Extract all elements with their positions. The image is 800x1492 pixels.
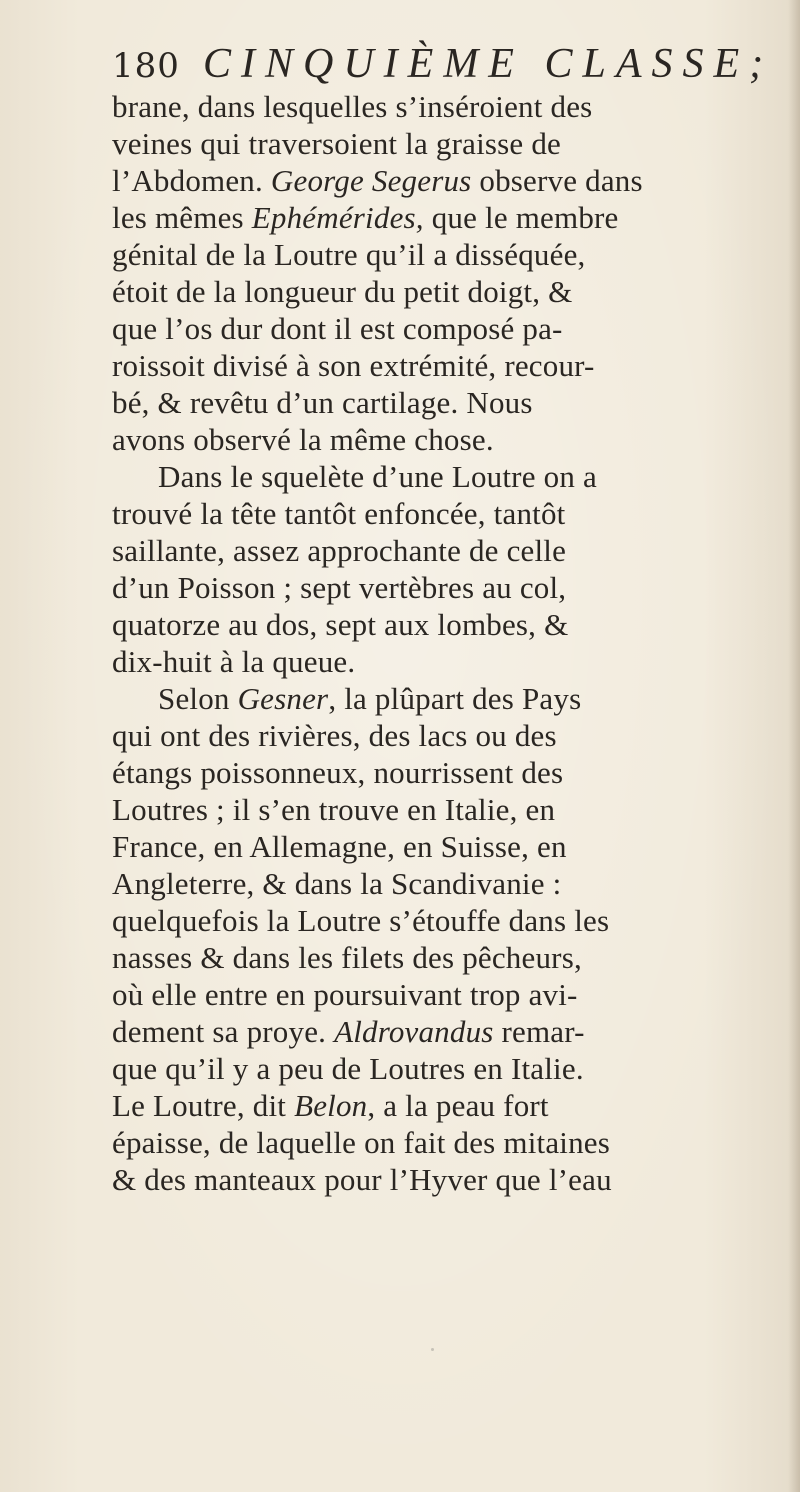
page-number: 180: [112, 46, 180, 86]
text-line: & des manteaux pour l’Hyver que l’eau: [112, 1162, 612, 1197]
text-line: Angleterre, & dans la Scandivanie :: [112, 866, 562, 901]
text-line: trouvé la tête tantôt enfoncée, tantôt: [112, 496, 566, 531]
text-line: épaisse, de laquelle on fait des mitaines: [112, 1125, 611, 1160]
text-line: bé, & revêtu d’un cartilage. Nous: [112, 385, 533, 420]
text-line: dix-huit à la queue.: [112, 644, 356, 679]
text-fragment: , la plûpart des Pays: [328, 681, 582, 716]
text-line: que l’os dur dont il est composé pa-: [112, 311, 563, 346]
author-name-aldrovandus: Aldrovandus: [334, 1014, 494, 1049]
text-line: que qu’il y a peu de Loutres en Italie.: [112, 1051, 584, 1086]
paper-speck: [431, 1348, 434, 1351]
text-fragment: , a la peau fort: [367, 1088, 549, 1123]
work-title-ephemerides: Ephémérides,: [251, 200, 424, 235]
text-line: nasses & dans les filets des pêcheurs,: [112, 940, 582, 975]
text-line: quelquefois la Loutre s’étouffe dans les: [112, 903, 610, 938]
running-head-title: CINQUIÈME CLASSE;: [203, 41, 774, 87]
text-line: où elle entre en poursuivant trop avi-: [112, 977, 578, 1012]
text-fragment: dement sa proye.: [112, 1014, 327, 1049]
text-line: avons observé la même chose.: [112, 422, 494, 457]
text-line: brane, dans lesquelles s’inséroient des: [112, 89, 593, 124]
text-line: [112, 1013, 732, 1050]
text-fragment: remar-: [501, 1014, 585, 1049]
text-line: France, en Allemagne, en Suisse, en: [112, 829, 567, 864]
text-line: veines qui traversoient la graisse de: [112, 126, 561, 161]
text-line: roissoit divisé à son extrémité, recour-: [112, 348, 595, 383]
text-line: d’un Poisson ; sept vertèbres au col,: [112, 570, 567, 605]
paragraph-start-line: [112, 680, 732, 717]
text-line: [112, 1087, 732, 1124]
body-text: [112, 88, 732, 1198]
text-line: [112, 162, 732, 199]
text-line: saillante, assez approchante de celle: [112, 533, 567, 568]
text-line: quatorze au dos, sept aux lombes, &: [112, 607, 569, 642]
author-name-belon: Belon: [294, 1088, 368, 1123]
text-fragment: que le membre: [431, 200, 619, 235]
text-fragment: Le Loutre, dit: [112, 1088, 287, 1123]
text-line: Loutres ; il s’en trouve en Italie, en: [112, 792, 556, 827]
author-name-george-segerus: George Segerus: [270, 163, 472, 198]
text-line: génital de la Loutre qu’il a disséquée,: [112, 237, 586, 272]
text-line: étangs poissonneux, nourrissent des: [112, 755, 564, 790]
paragraph-start-line: Dans le squelète d’une Loutre on a: [158, 459, 597, 494]
text-fragment: les mêmes: [112, 200, 244, 235]
author-name-gesner: Gesner: [237, 681, 329, 716]
text-fragment: Selon: [158, 681, 230, 716]
text-fragment: observe dans: [479, 163, 643, 198]
text-line: qui ont des rivières, des lacs ou des: [112, 718, 557, 753]
text-fragment: l’Abdomen.: [112, 163, 263, 198]
text-line: [112, 199, 732, 236]
text-line: étoit de la longueur du petit doigt, &: [112, 274, 573, 309]
page-edge-shadow: [788, 0, 800, 1492]
